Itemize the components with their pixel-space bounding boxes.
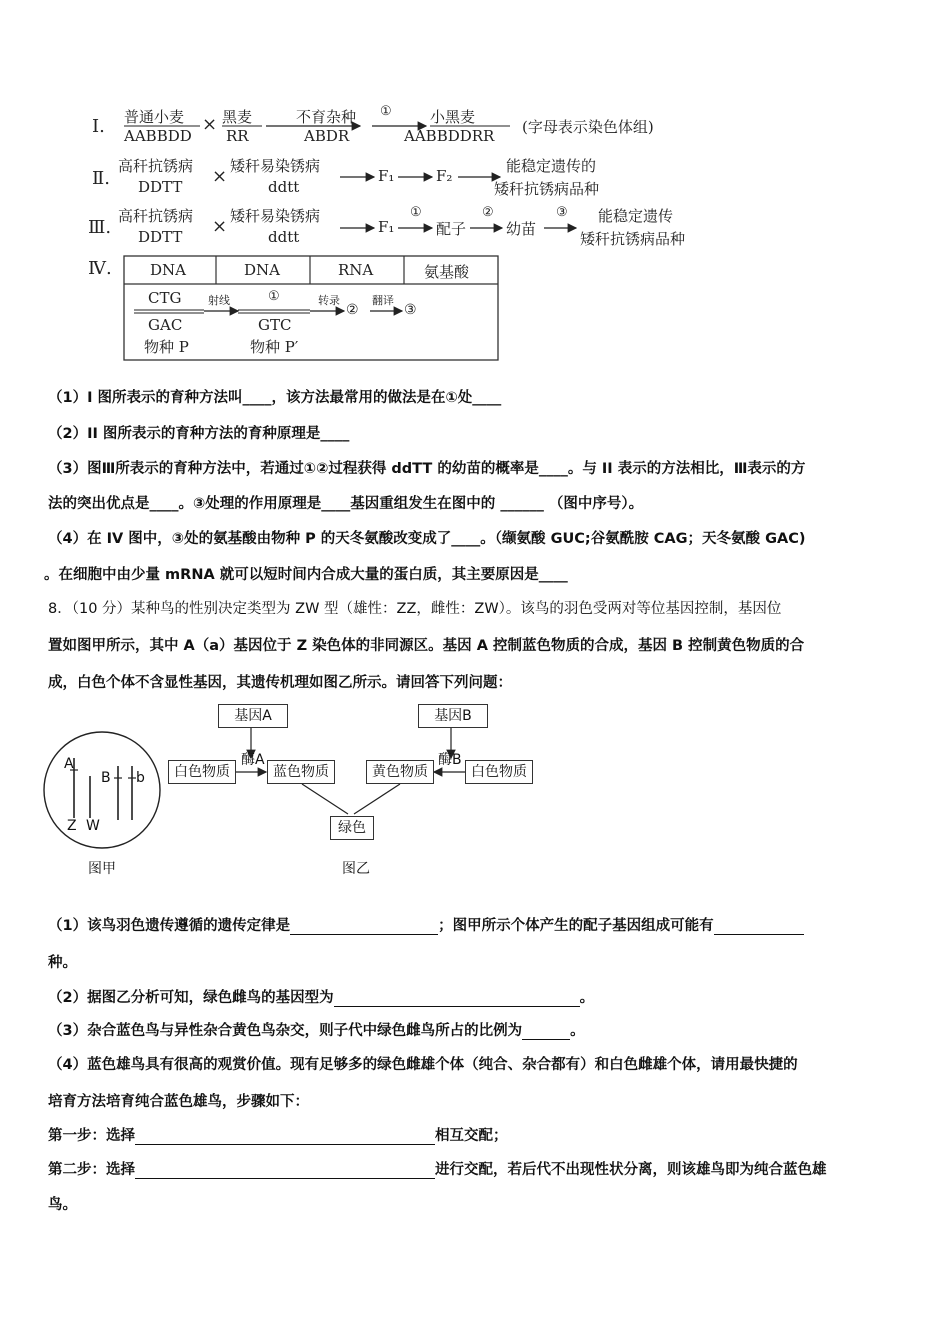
q8-q3-row <box>48 1019 585 1040</box>
q7-line-3: （3）图Ⅲ所表示的育种方法中，若通过①②过程获得 ddTT 的幼苗的概率是____。与 II 表示的方法相比，Ⅲ表示的方 <box>48 461 806 477</box>
q8-intro-2: 置如图甲所示，其中 A（a）基因位于 Z 染色体的非同源区。基因 A 控制蓝色物质的合成，基因 B 控制黄色物质的合 <box>48 638 805 654</box>
q8-step1-row <box>48 1124 508 1145</box>
scheme-IV-header-3: RNA <box>338 261 374 279</box>
q7-line-6: 。在细胞中由少量 mRNA 就可以短时间内合成大量的蛋白质，其主要原因是____ <box>44 567 568 583</box>
label-A: A <box>64 756 74 772</box>
scheme-III-p1-name: 高秆抗锈病 <box>118 207 194 225</box>
scheme-II-result-2: 矮秆抗锈病品种 <box>494 180 600 198</box>
scheme-IV-header-1: DNA <box>150 261 186 279</box>
label-b: b <box>136 770 145 786</box>
line-yellow-green <box>354 784 400 814</box>
scheme-II-cross: × <box>212 166 228 187</box>
scheme-II-p2-geno: ddtt <box>268 178 300 196</box>
q8-intro-3: 成，白色个体不含显性基因，其遗传机理如图乙所示。请回答下列问题： <box>48 675 512 691</box>
label-Z: Z <box>67 818 77 834</box>
scheme-II-f2: F₂ <box>436 167 453 185</box>
iv-species1: 物种 P <box>144 338 189 356</box>
scheme-II-result-1: 能稳定遗传的 <box>506 157 597 175</box>
iv-species2: 物种 P′ <box>250 338 299 356</box>
iv-seq2-bottom: GTC <box>258 316 292 334</box>
iv-seq1-top: CTG <box>148 289 182 307</box>
scheme-III-s1: ① <box>410 205 422 220</box>
scheme-III-gamete: 配子 <box>436 220 467 238</box>
q8-q2-text-a: （2）据图乙分析可知，绿色雌鸟的基因型为 <box>48 990 334 1006</box>
scheme-I-parent2-geno: RR <box>226 127 249 145</box>
scheme-III-p2-name: 矮秆易染锈病 <box>230 207 321 225</box>
q7-line-1: （1）I 图所表示的育种方法叫____，该方法最常用的做法是在①处____ <box>48 390 502 406</box>
q8-q2-row <box>48 986 594 1007</box>
caption-yi: 图乙 <box>342 861 370 877</box>
scheme-IV-num: Ⅳ. <box>88 258 112 279</box>
q8-q3-text-a: （3）杂合蓝色鸟与异性杂合黄色鸟杂交，则子代中绿色雌鸟所占的比例为 <box>48 1023 523 1039</box>
q8-step1-text-a: 第一步：选择 <box>48 1128 135 1144</box>
label-enzyme-b: 酶B <box>438 752 462 768</box>
figure-jia <box>40 730 170 850</box>
label-W: W <box>86 818 100 834</box>
q8-q4-line-1: （4）蓝色雄鸟具有很高的观赏价值。现有足够多的绿色雌雄个体（纯合、杂合都有）和白色雌雄个体，请用最快捷的 <box>48 1057 798 1073</box>
q8-step2-text-b: 进行交配，若后代不出现性状分离，则该雄鸟即为纯合蓝色雄 <box>435 1162 827 1178</box>
q8-step2-row <box>48 1158 827 1179</box>
scheme-III-result-1: 能稳定遗传 <box>598 207 674 225</box>
iv-arrow1-label: 射线 <box>208 294 230 307</box>
q8-step1-blank[interactable] <box>135 1144 435 1145</box>
label-B: B <box>101 770 111 786</box>
iv-step3: ③ <box>404 302 417 318</box>
q7-line-5: （4）在 IV 图中，③处的氨基酸由物种 P 的天冬氨酸改变成了____。（缬氨酸 GUC;谷氨酰胺 CAG；天冬氨酸 GAC) <box>48 531 806 547</box>
box-gene-a: 基因A <box>218 704 288 728</box>
box-green: 绿色 <box>330 816 374 840</box>
q8-q2-text-b: 。 <box>579 990 595 1006</box>
scheme-III-f1: F₁ <box>378 218 395 236</box>
iv-step1: ① <box>268 289 280 304</box>
scheme-III-cross: × <box>212 216 228 237</box>
iv-seq1-bottom: GAC <box>148 316 183 334</box>
q8-q1-text-a: （1）该鸟羽色遗传遵循的遗传定律是 <box>48 918 291 934</box>
iv-arrow2-label: 转录 <box>318 294 340 307</box>
scheme-III-s3: ③ <box>556 205 568 220</box>
scheme-I-note: (字母表示染色体组) <box>522 118 654 136</box>
q8-q1-blank-2[interactable] <box>714 934 804 935</box>
q8-q1-text-b: ；图甲所示个体产生的配子基因组成可能有 <box>438 918 714 934</box>
q8-q2-blank[interactable] <box>334 1006 580 1007</box>
scheme-IV-header-2: DNA <box>244 261 280 279</box>
scheme-arrows <box>0 0 950 380</box>
label-enzyme-a: 酶A <box>241 752 265 768</box>
q8-q1-blank-1[interactable] <box>290 934 438 935</box>
q8-q1-text-c: 种。 <box>48 955 77 971</box>
scheme-I-hybrid-geno: ABDR <box>304 127 350 145</box>
q8-q3-blank[interactable] <box>522 1039 570 1040</box>
box-yellow: 黄色物质 <box>366 760 434 784</box>
scheme-I-product-name: 小黑麦 <box>430 108 476 126</box>
scheme-III-s2: ② <box>482 205 494 220</box>
iv-arrow3-label: 翻译 <box>372 294 394 307</box>
scheme-III-result-2: 矮秆抗锈病品种 <box>580 230 686 248</box>
scheme-I-step1: ① <box>380 104 392 119</box>
q8-step2-text-a: 第二步：选择 <box>48 1162 135 1178</box>
iv-step2: ② <box>346 302 359 318</box>
q8-q4-line-2: 培育方法培育纯合蓝色雄鸟，步骤如下： <box>48 1094 309 1110</box>
scheme-II-num: Ⅱ. <box>92 168 110 189</box>
q8-intro-1: 8．（10 分）某种鸟的性别决定类型为 ZW 型（雄性：ZZ，雌性：ZW）。该鸟的羽色受两对等位基因控制，基因位 <box>48 601 782 617</box>
q8-q1-row <box>48 914 804 935</box>
scheme-II-p2-name: 矮秆易染锈病 <box>230 157 321 175</box>
scheme-I-hybrid-name: 不育杂种 <box>296 108 357 126</box>
caption-jia: 图甲 <box>88 861 116 877</box>
q7-line-2: （2）II 图所表示的育种方法的育种原理是____ <box>48 426 350 442</box>
scheme-III-p1-geno: DDTT <box>138 228 183 246</box>
q8-step1-text-b: 相互交配； <box>435 1128 508 1144</box>
box-white-2: 白色物质 <box>465 760 533 784</box>
scheme-III-seedling: 幼苗 <box>506 220 537 238</box>
scheme-I-cross: × <box>202 114 218 135</box>
q8-step2-blank[interactable] <box>135 1178 435 1179</box>
scheme-I-product-geno: AABBDDRR <box>404 127 495 145</box>
scheme-III-p2-geno: ddtt <box>268 228 300 246</box>
box-gene-b: 基因B <box>418 704 488 728</box>
scheme-II-f1: F₁ <box>378 167 395 185</box>
box-white-1: 白色物质 <box>168 760 236 784</box>
scheme-IV-header-4: 氨基酸 <box>424 263 470 281</box>
scheme-I-parent1-geno: AABBDD <box>124 127 192 145</box>
scheme-III-num: Ⅲ. <box>88 217 112 238</box>
q7-line-4: 法的突出优点是____。③处理的作用原理是____基因重组发生在图中的 ______ （图中序号）。 <box>48 496 644 512</box>
scheme-II-p1-name: 高秆抗锈病 <box>118 157 194 175</box>
scheme-I-parent1-name: 普通小麦 <box>124 108 185 126</box>
q8-step2-text-c: 鸟。 <box>48 1197 77 1213</box>
line-blue-green <box>302 784 348 814</box>
scheme-II-p1-geno: DDTT <box>138 178 183 196</box>
scheme-I-parent2-name: 黑麦 <box>222 108 253 126</box>
q8-q3-text-b: 。 <box>570 1023 585 1039</box>
cell-circle <box>44 732 160 848</box>
box-blue: 蓝色物质 <box>267 760 335 784</box>
scheme-I-num: Ⅰ. <box>92 116 105 137</box>
